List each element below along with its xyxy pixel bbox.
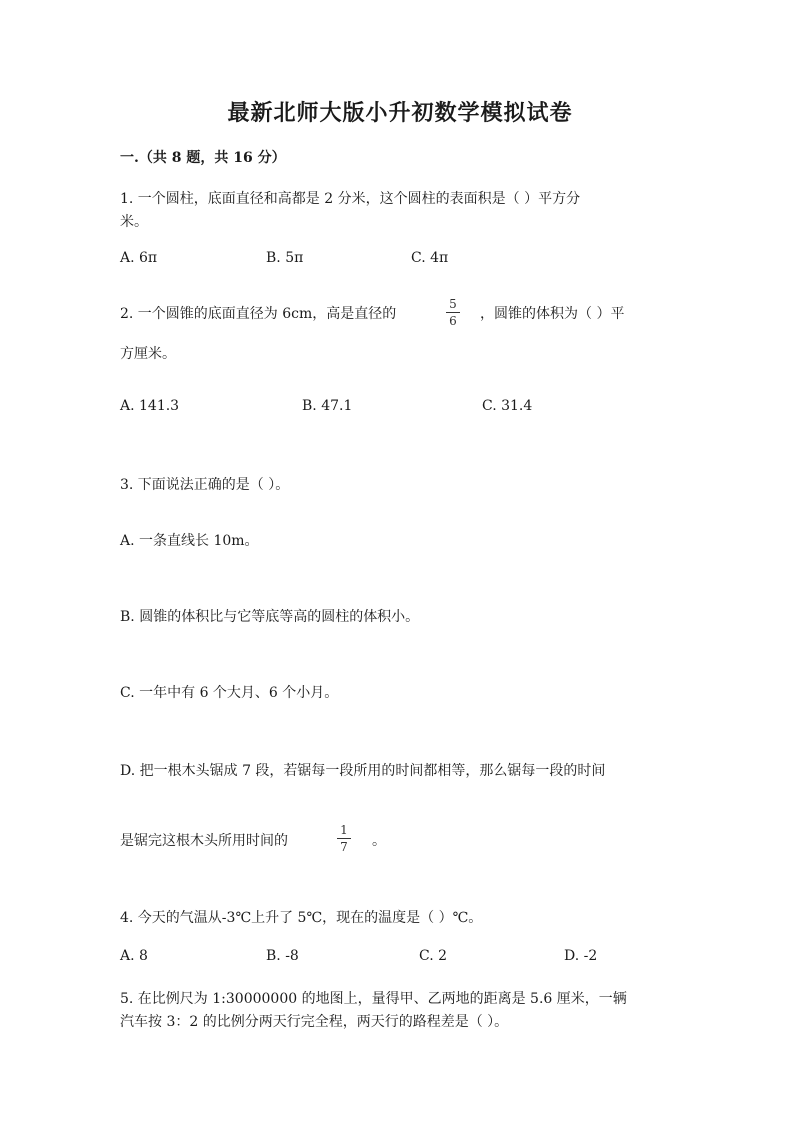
page-title: 最新北师大版小升初数学模拟试卷	[227, 100, 573, 126]
fraction-numerator: 5	[449, 297, 457, 311]
question-3-option-a: A. 一条直线长 10m。	[120, 533, 259, 549]
question-3-option-d-line1: D. 把一根木头锯成 7 段，若锯每一段所用的时间都相等，那么锯每一段的时间	[120, 763, 606, 779]
fraction-bar	[337, 838, 351, 839]
fraction-bar	[446, 312, 460, 313]
question-3-fraction	[337, 824, 351, 853]
question-2-fraction	[446, 298, 460, 327]
question-3-option-c: C. 一年中有 6 个大月、6 个小月。	[120, 685, 339, 701]
fraction-numerator: 1	[340, 823, 348, 837]
question-4-option-d: D. -2	[564, 948, 598, 964]
question-1-stem-line2: 米。	[120, 214, 148, 230]
question-2-option-a: A. 141.3	[120, 398, 180, 414]
question-2-option-c: C. 31.4	[482, 398, 533, 414]
question-3-option-d-line2: 是锯完这根木头所用时间的	[120, 833, 288, 849]
question-3-option-b: B. 圆锥的体积比与它等底等高的圆柱的体积小。	[120, 609, 420, 625]
question-5-stem-line1: 5. 在比例尺为 1:30000000 的地图上，量得甲、乙两地的距离是 5.6 厘米，一辆	[120, 991, 627, 1007]
question-1-option-b: B. 5π	[266, 250, 304, 266]
question-4-option-b: B. -8	[266, 948, 299, 964]
fraction-denominator: 6	[449, 314, 457, 328]
question-1-option-a: A. 6π	[120, 250, 158, 266]
question-2-stem-part2: ，圆锥的体积为（ ）平	[480, 306, 625, 322]
question-2-stem-part1: 2. 一个圆锥的底面直径为 6cm，高是直径的	[120, 306, 397, 322]
question-2-option-b: B. 47.1	[302, 398, 353, 414]
section-header: 一.（共 8 题，共 16 分）	[120, 150, 286, 166]
question-3-stem: 3. 下面说法正确的是（ ）。	[120, 477, 290, 493]
question-2-stem-line2: 方厘米。	[120, 346, 176, 362]
question-1-stem-line1: 1. 一个圆柱，底面直径和高都是 2 分米，这个圆柱的表面积是（ ）平方分	[120, 191, 581, 207]
question-5-stem-line2: 汽车按 3：2 的比例分两天行完全程，两天行的路程差是（ ）。	[120, 1014, 509, 1030]
question-4-option-c: C. 2	[419, 948, 448, 964]
question-1-option-c: C. 4π	[411, 250, 449, 266]
question-4-stem: 4. 今天的气温从-3℃上升了 5℃，现在的温度是（ ）℃。	[120, 910, 483, 926]
question-4-option-a: A. 8	[120, 948, 148, 964]
fraction-denominator: 7	[340, 840, 348, 854]
question-3-option-d-end: 。	[372, 833, 386, 849]
